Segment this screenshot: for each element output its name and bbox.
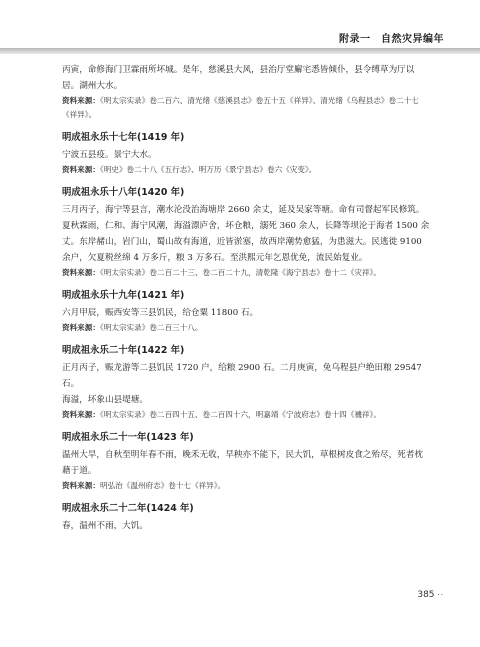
page-number: 385 [417,590,435,600]
header-rule [0,48,480,54]
entry-1424: 春，温州不雨，大饥。 [62,521,148,531]
page-content [62,62,430,534]
page-footer [417,590,444,600]
entry-1420-b: 夏秋霖雨，仁和、海宁风潮，海溢漂庐舍，坏仓粮，溺死 360 余人，长降等坝沦于海者 1500 余丈。东岸赭山，岩门山，蜀山故有海道，近皆淤塞，故西岸潮势愈猛，为患滋大。民逃徙 9100 余户，欠夏税丝绵 4 万多斤，粮 3 万多石。至洪熙元年乞恩优免，流民始复业。 [62,221,430,263]
source-label: 资料来源： [62,410,100,419]
footer-ornament: ·· [437,591,444,599]
entry-1419: 宁波五县疫。景宁大水。 [62,150,157,160]
entry-1421: 六月甲辰，赈西安等三县饥民，给仓粟 11800 石。 [62,308,259,318]
entry-1422-a: 正月丙子，赈龙游等二县饥民 1720 户，给粮 2900 石。二月庚寅，免乌程县户绝田粮 29547 石。 [62,363,422,389]
source-label: 资料来源： [62,268,100,277]
intro-source [62,94,430,122]
year-heading-1422: 明成祖永乐二十年(1422 年) [62,345,185,356]
source-text: 《明太宗实录》卷二百二十三、卷二百二十九，清乾隆《海宁县志》卷十二《灾祥》。 [99,268,381,277]
entry-1422-b: 海溢，坏象山县堤塘。 [62,395,148,405]
source-1423 [62,479,430,493]
source-text: 《明太宗实录》卷二百六、清光绪《慈溪县志》卷五十五《祥异》、清光绪《乌程县志》卷二十七《祥异》。 [62,96,419,119]
year-heading-1424: 明成祖永乐二十二年(1424 年) [62,503,194,514]
entry-1423: 温州大旱，自秋至明年春不雨，晚禾无收，早秧亦不能下，民大饥，草根树皮食之殆尽，死者枕藉于道。 [62,450,423,476]
year-heading-1421: 明成祖永乐十九年(1421 年) [62,290,185,301]
entry-1420-a: 三月丙子，海宁等县言，潮水沦没治海塘岸 2660 余丈，延及吴家等塘。命有司督起军民修筑。 [62,205,425,215]
source-label: 资料来源： [62,96,100,105]
year-heading-1420: 明成祖永乐十八年(1420 年) [62,187,185,198]
intro-paragraph: 丙寅，命修海门卫霖雨所坏城。是年，慈溪县大风，县治厅堂廨宅悉皆倾仆，县令缚草为厅以居。湖州大水。 [62,65,415,91]
source-text: 明弘治《温州府志》卷十七《祥异》。 [99,481,226,490]
source-label: 资料来源： [62,323,100,332]
source-label: 资料来源： [62,481,100,490]
source-text: 《明太宗实录》卷二百三十八。 [99,323,203,332]
year-heading-1423: 明成祖永乐二十一年(1423 年) [62,432,194,443]
source-text: 《明太宗实录》卷二百四十五、卷二百四十六，明嘉靖《宁波府志》卷十四《禨祥》。 [99,410,381,419]
source-1422 [62,408,430,422]
year-heading-1419: 明成祖永乐十七年(1419 年) [62,132,185,143]
source-1421 [62,321,430,335]
source-label: 资料来源： [62,165,100,174]
source-text: 《明史》卷二十八《五行志》、明万历《景宁县志》卷六《灾变》。 [99,165,317,174]
running-header: 附录一 自然灾异编年 [339,34,444,45]
source-1420 [62,266,430,280]
source-1419 [62,163,430,177]
